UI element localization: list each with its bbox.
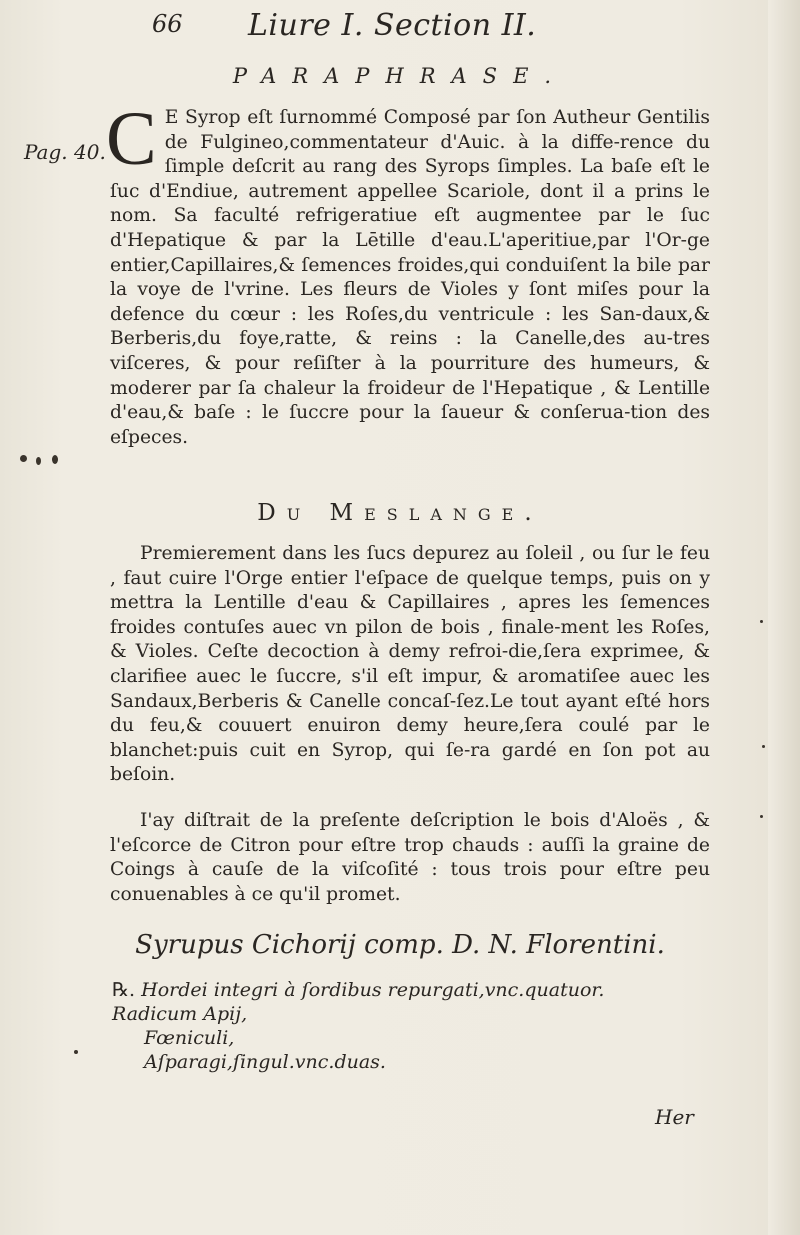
- formula-title: Syrupus Cichorij comp. D. N. Florentini.: [135, 930, 665, 960]
- recipe-line: Aſparagi,ſingul.vnc.duas.: [144, 1051, 386, 1073]
- ink-speck: [760, 815, 763, 818]
- dropcap: C: [106, 97, 157, 181]
- catchword: Her: [655, 1105, 694, 1129]
- recipe-line: ℞. Hordei integri à ſordibus repurgati,vnc.quatuor.: [112, 979, 605, 1001]
- paragraph-meslange: Premierement dans les ſucs depurez au ſoleil , ou ſur le feu , faut cuire l'Orge entier l'eſpace de quelque temps, puis on y mettra la Lentille d'eau & Capillaires , apres les ſemences froides contuſes auec vn pilon de bois , finale-ment les Roſes, & Violes. Ceſte decoction à demy refroi-die,ſera exprimee, & clarifiee auec le ſuccre, s'il eſt impur, & aromatiſee auec les Sandaux,Berberis & Canelle concaſ-ſez.Le tout ayant eſté hors du feu,& couuert enuiron demy heure,ſera coulé par le blanchet:puis cuit en Syrop, qui ſe-ra gardé en ſon pot au beſoin.: [110, 543, 710, 786]
- paragraph-paraphrase: [106, 97, 710, 450]
- page-header: [0, 6, 800, 46]
- ink-speck: [36, 457, 41, 465]
- margin-note: Pag. 40.: [24, 140, 106, 164]
- section-heading: Du Meslange.: [257, 500, 543, 526]
- running-head: Liure I. Section II.: [248, 8, 537, 43]
- ink-speck: [74, 1050, 78, 1054]
- ink-speck: [20, 455, 27, 462]
- recipe-line: Fœniculi,: [144, 1027, 235, 1049]
- section-title: PARAPHRASE.: [232, 64, 568, 88]
- ink-speck: [760, 620, 763, 623]
- page-edge: [768, 0, 800, 1235]
- recipe-list: [112, 978, 604, 1074]
- paragraph-note: I'ay diſtrait de la preſente deſcription le bois d'Aloës , & l'eſcorce de Citron pour eſtre trop chauds : auſſi la graine de Coings à cauſe de la viſcoſité : tous trois pour eſtre peu conuenables à ce qu'il promet.: [110, 810, 710, 905]
- paragraph-text: E Syrop eſt ſurnommé Composé par ſon Autheur Gentilis de Fulgineo,commentateur d'Auic. à la diffe-rence du ſimple deſcrit au rang des Syrops ſimples. La baſe eſt le ſuc d'Endiue, autrement appellee Scariole, dont il a prins le nom. Sa faculté refrigeratiue eſt augmentee par le ſuc d'Hepatique & par la Lētille d'eau.L'aperitiue,par l'Or-ge entier,Capillaires,& ſemences froides,qui conduiſent la bile par la voye de l'vrine. Les fleurs de Violes y ſont miſes pour la defence du cœur : les Roſes,du ventricule : les San-daux,& Berberis,du foye,ratte, & reins : la Canelle,des au-tres viſceres, & pour reſiſter à la pourriture des humeurs, & moderer par ſa chaleur la froideur de l'Hepatique , & Lentille d'eau,& baſe : le ſuccre pour la ſaueur & conſerua-tion des eſpeces.: [110, 107, 710, 448]
- recipe-line: Radicum Apij,: [112, 1003, 248, 1025]
- page-number: 66: [152, 10, 183, 38]
- ink-speck: [52, 455, 58, 464]
- rx-symbol: ℞.: [112, 979, 136, 1001]
- ink-speck: [762, 745, 765, 748]
